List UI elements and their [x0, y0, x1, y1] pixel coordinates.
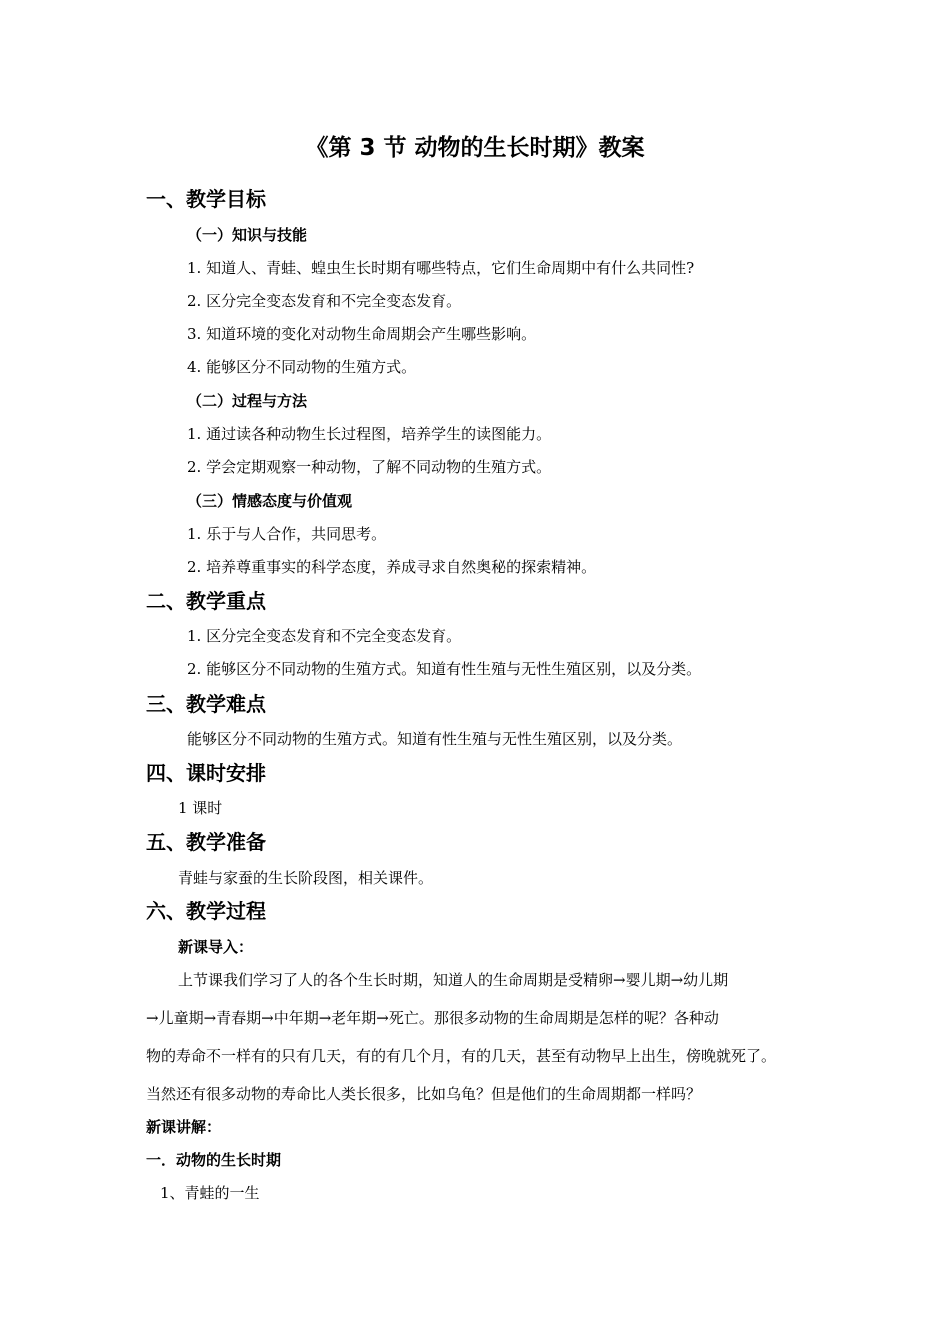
section-text: 能够区分不同动物的生殖方式。知道有性生殖与无性生殖区别，以及分类。	[187, 730, 683, 748]
list-item: 1. 乐于与人合作，共同思考。	[187, 525, 387, 543]
intro-label: 新课导入：	[178, 938, 254, 956]
list-item: 2. 区分完全变态发育和不完全变态发育。	[187, 292, 462, 310]
list-item: 2. 能够区分不同动物的生殖方式。知道有性生殖与无性生殖区别，以及分类。	[187, 660, 702, 678]
list-item: 1、青蛙的一生	[160, 1184, 260, 1202]
section-heading-objectives: 一、教学目标	[146, 187, 266, 211]
section-heading-key-points: 二、教学重点	[146, 589, 266, 613]
paragraph-line: 当然还有很多动物的寿命比人类长很多，比如乌龟？但是他们的生命周期都一样吗？	[146, 1085, 702, 1103]
subheading-process-methods: （二）过程与方法	[187, 392, 308, 410]
section-heading-schedule: 四、课时安排	[146, 761, 266, 785]
document-title: 《第 3 节 动物的生长时期》教案	[305, 135, 645, 161]
list-item: 1. 区分完全变态发育和不完全变态发育。	[187, 627, 462, 645]
section-heading-preparation: 五、教学准备	[146, 830, 266, 854]
part-heading-growth-periods: 一．动物的生长时期	[146, 1151, 282, 1169]
paragraph-line: →儿童期→青春期→中年期→老年期→死亡。那很多动物的生命周期是怎样的呢？各种动	[146, 1009, 719, 1027]
list-item: 4. 能够区分不同动物的生殖方式。	[187, 358, 417, 376]
list-item: 1. 知道人、青蛙、蝗虫生长时期有哪些特点，它们生命周期中有什么共同性?	[187, 259, 695, 277]
paragraph-line: 上节课我们学习了人的各个生长时期，知道人的生命周期是受精卵→婴儿期→幼儿期	[178, 971, 729, 989]
lecture-label: 新课讲解：	[146, 1118, 222, 1136]
subheading-knowledge-skills: （一）知识与技能	[187, 226, 308, 244]
list-item: 2. 学会定期观察一种动物，了解不同动物的生殖方式。	[187, 458, 552, 476]
section-heading-difficulties: 三、教学难点	[146, 692, 266, 716]
section-text: 1 课时	[178, 799, 223, 817]
paragraph-line: 物的寿命不一样有的只有几天，有的有几个月，有的几天，甚至有动物早上出生，傍晚就死了。	[146, 1047, 777, 1065]
section-heading-process: 六、教学过程	[146, 899, 266, 923]
section-text: 青蛙与家蚕的生长阶段图，相关课件。	[178, 869, 434, 887]
list-item: 2. 培养尊重事实的科学态度，养成寻求自然奥秘的探索精神。	[187, 558, 597, 576]
subheading-attitudes-values: （三）情感态度与价值观	[187, 492, 353, 510]
list-item: 1. 通过读各种动物生长过程图，培养学生的读图能力。	[187, 425, 552, 443]
list-item: 3. 知道环境的变化对动物生命周期会产生哪些影响。	[187, 325, 537, 343]
